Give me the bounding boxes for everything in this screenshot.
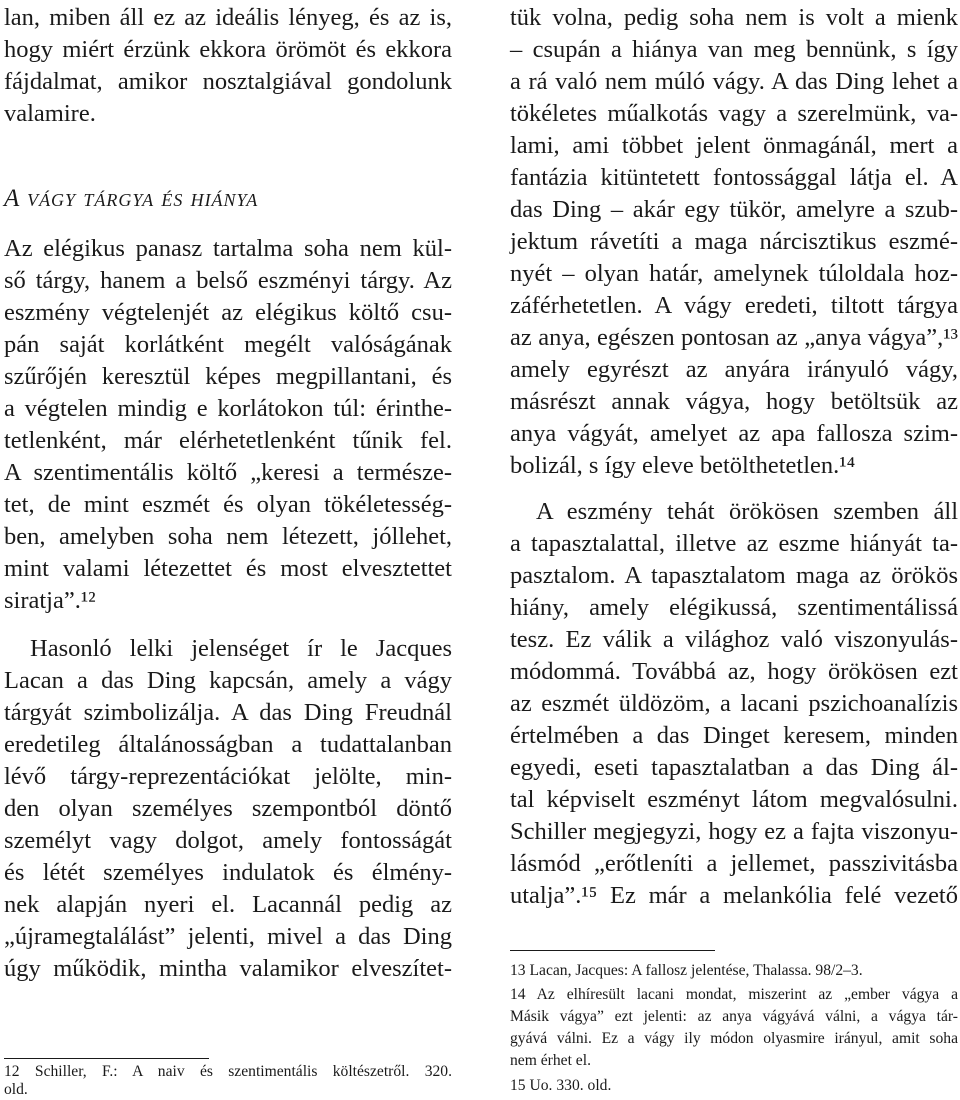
text-line: értelmében a das Dinget keresem, minden — [510, 722, 958, 749]
text-line: A eszmény tehát örökösen szemben áll — [536, 498, 958, 525]
text-line: módommá. Továbbá az, hogy örökösen ezt — [510, 658, 958, 685]
text-line: az anya, egészen pontosan az „anya vágya”,¹³ — [510, 324, 958, 351]
footnote-line: 12 Schiller, F.: A naiv és szentimentális költészetről. 320. — [4, 1063, 452, 1080]
text-line: Hasonló lelki jelenséget ír le Jacques — [30, 635, 452, 662]
text-line: fantázia kitüntetett fontossággal látja el. A — [510, 164, 958, 191]
footnote-rule — [4, 1058, 209, 1059]
text-line: és létét személyes indulatok és élmény- — [4, 859, 452, 886]
text-line: az eszmét üldözöm, a lacani pszichoanalízis — [510, 690, 958, 717]
text-line: den olyan személyes szempontból döntő — [4, 795, 452, 822]
text-line: pán saját korlátként megélt valóságának — [4, 331, 452, 358]
text-line: tárgyát szimbolizálja. A das Ding Freudnál — [4, 699, 452, 726]
text-line: mint valami létezettet és most elvesztettet — [4, 555, 452, 582]
section-heading: A vágy tárgya és hiánya — [4, 185, 259, 212]
text-line: ső tárgy, hanem a belső eszményi tárgy. Az — [4, 267, 452, 294]
text-line: Schiller megjegyzi, hogy ez a fajta viszonyu- — [510, 818, 958, 845]
text-line: jektum rávetíti a maga nárcisztikus eszmé- — [510, 228, 958, 255]
text-line: Az elégikus panasz tartalma soha nem kül- — [4, 235, 452, 262]
text-line: szűrőjén keresztül képes megpillantani, és — [4, 363, 452, 390]
footnote-line: gyává válni. Ez a vágy ily módon olyasmire irányul, amit soha — [510, 1030, 958, 1047]
text-line: – csupán a hiánya van meg bennünk, s így — [510, 36, 958, 63]
text-line: lan, miben áll ez az ideális lényeg, és az is, — [4, 4, 452, 31]
text-line: fájdalmat, amikor nosztalgiával gondolunk — [4, 68, 452, 95]
text-line: tük volna, pedig soha nem is volt a mienk — [510, 4, 958, 31]
text-line: a rá való nem múló vágy. A das Ding lehet a — [510, 68, 958, 95]
text-line: lami, ami többet jelent önmagánál, mert a — [510, 132, 958, 159]
text-line: másrészt annak vágya, hogy betöltsük az — [510, 388, 958, 415]
text-line: das Ding – akár egy tükör, amelyre a szub- — [510, 196, 958, 223]
text-line: személyt vagy dolgot, amely fontosságát — [4, 827, 452, 854]
text-line: tökéletes műalkotás vagy a szerelmünk, va- — [510, 100, 958, 127]
text-line: pasztalom. A tapasztalatom maga az örökös — [510, 562, 958, 589]
text-line: eszmény végtelenjét az elégikus költő csu- — [4, 299, 452, 326]
text-line: „újramegtalálást” jelenti, mivel a das Ding — [4, 923, 452, 950]
text-line: bolizál, s így eleve betölthetetlen.¹⁴ — [510, 452, 856, 479]
text-line: lévő tárgy-reprezentációkat jelölte, min- — [4, 763, 452, 790]
text-line: eredetileg általánosságban a tudattalanban — [4, 731, 452, 758]
text-line: A szentimentális költő „keresi a természe- — [4, 459, 452, 486]
text-line: anya vágyát, amelyet az apa fallosza szim- — [510, 420, 958, 447]
footnote-line: 15 Uo. 330. old. — [510, 1077, 612, 1094]
text-line: nek alapján nyeri el. Lacannál pedig az — [4, 891, 452, 918]
text-line: a tapasztalattal, illetve az eszme hiányát ta- — [510, 530, 958, 557]
text-line: tet, de mint eszmét és olyan tökéletesség- — [4, 491, 452, 518]
text-line: hogy miért érzünk ekkora örömöt és ekkora — [4, 36, 452, 63]
text-line: amely egyrészt az anyára irányuló vágy, — [510, 356, 958, 383]
footnote-line: 13 Lacan, Jacques: A fallosz jelentése, Thalassa. 98/2–3. — [510, 962, 863, 979]
text-line: ben, amelyben soha nem létezett, jóllehet, — [4, 523, 452, 550]
text-line: egyedi, eseti tapasztalatban a das Ding ál- — [510, 754, 958, 781]
text-line: lásmód „erőtleníti a jellemet, passzivitásba — [510, 850, 958, 877]
text-line: tesz. Ez válik a világhoz való viszonyulás- — [510, 626, 958, 653]
footnote-line: old. — [4, 1081, 28, 1098]
text-line: úgy működik, mintha valamikor elveszítet- — [4, 955, 452, 982]
text-line: tal képviselt eszményt látom megvalósulni. — [510, 786, 958, 813]
footnote-line: nem érhet el. — [510, 1052, 591, 1069]
text-line: utalja”.¹⁵ Ez már a melankólia felé vezető — [510, 882, 958, 909]
text-line: záférhetetlen. A vágy eredeti, tiltott tárgya — [510, 292, 958, 319]
text-line: a végtelen mindig e korlátokon túl: érinthe- — [4, 395, 452, 422]
text-line: hiány, amely elégikussá, szentimentálissá — [510, 594, 958, 621]
text-line: tetlenként, már elérhetetlenként tűnik fel. — [4, 427, 452, 454]
footnote-line: Másik vágya” ezt jelenti: az anya vágyává válni, a vágya tár- — [510, 1008, 958, 1025]
text-line: siratja”.¹² — [4, 587, 96, 614]
footnote-rule — [510, 950, 715, 951]
text-line: Lacan a das Ding kapcsán, amely a vágy — [4, 667, 452, 694]
footnote-line: 14 Az elhíresült lacani mondat, miszerint az „ember vágya a — [510, 986, 958, 1003]
text-line: nyét – olyan határ, amelynek túloldala hoz- — [510, 260, 958, 287]
text-line: valamire. — [4, 100, 96, 127]
